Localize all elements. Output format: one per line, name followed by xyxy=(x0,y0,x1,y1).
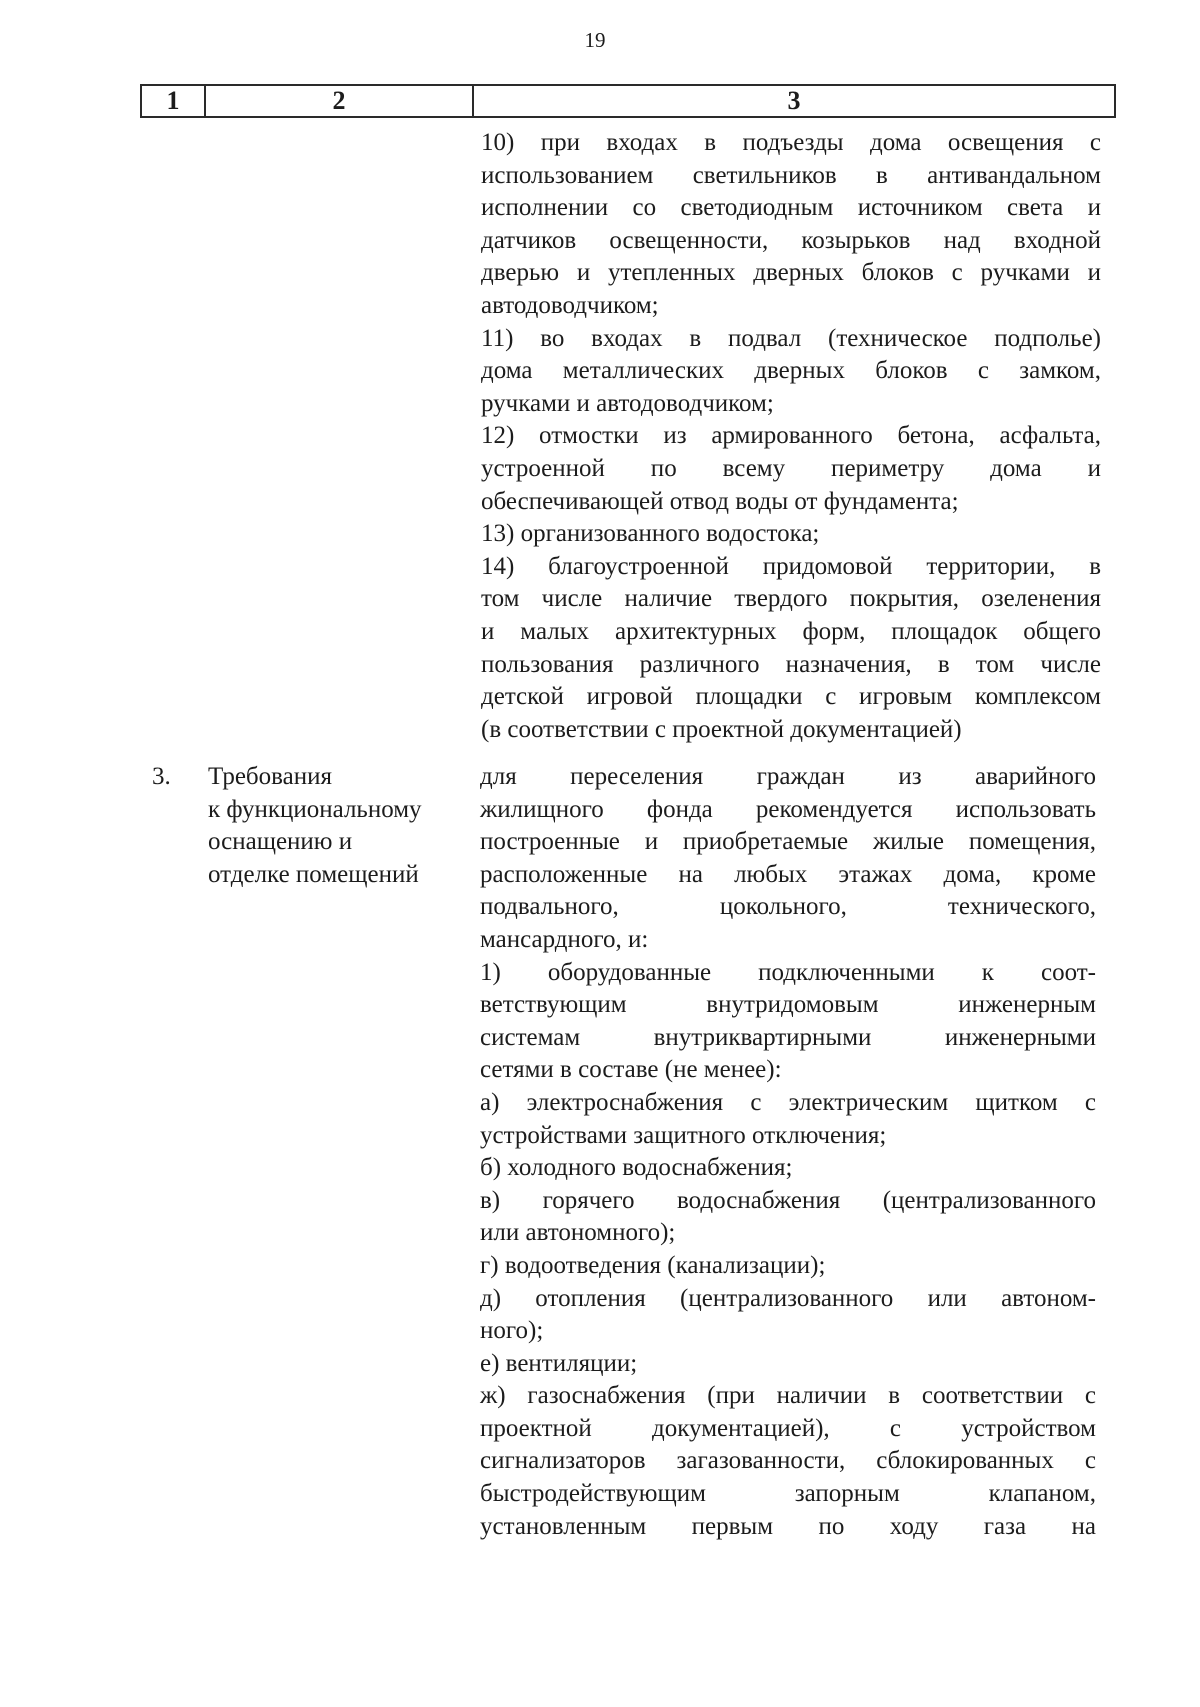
text-line: расположенные на любых этажах дома, кроме xyxy=(480,860,1096,888)
column-header-1: 1 xyxy=(142,86,206,116)
column-header-row xyxy=(140,84,1116,118)
text-line: сетями в составе (не менее): xyxy=(480,1056,782,1084)
text-line: устроенной по всему периметру дома и xyxy=(481,454,1101,482)
row-name-line: отделке помещений xyxy=(208,860,419,888)
text-line: г) водоотведения (канализации); xyxy=(480,1251,826,1279)
column-header-3: 3 xyxy=(787,86,801,115)
text-line: построенные и приобретаемые жилые помещения, xyxy=(480,828,1096,856)
row-requirement-name xyxy=(208,761,458,891)
text-line: б) холодного водоснабжения; xyxy=(480,1154,793,1182)
page-number: 19 xyxy=(584,28,606,52)
text-line: жилищного фонда рекомендуется использовать xyxy=(480,795,1096,823)
row-name-line: оснащению и xyxy=(208,828,353,856)
text-line: 12) отмостки из армированного бетона, асфальта, xyxy=(481,422,1101,450)
text-line: а) электроснабжения с электрическим щитком с xyxy=(480,1088,1096,1116)
text-line: ветствующим внутридомовым инженерным xyxy=(480,991,1096,1019)
text-line: ного); xyxy=(480,1317,544,1345)
row-requirement-text xyxy=(480,761,1096,1543)
text-line: е) вентиляции; xyxy=(480,1349,638,1377)
text-line: 11) во входах в подвал (техническое подполье) xyxy=(481,324,1101,352)
text-line: автодоводчиком; xyxy=(481,291,659,319)
row-name-line: Требования xyxy=(208,763,332,790)
text-line: мансардного, и: xyxy=(480,925,649,953)
text-line: устройствами защитного отключения; xyxy=(480,1121,887,1149)
row-name-line: к функциональному xyxy=(208,795,422,823)
column-header-2: 2 xyxy=(206,86,474,116)
text-line: проектной документацией), с устройством xyxy=(480,1414,1096,1442)
text-line: том числе наличие твердого покрытия, озеленения xyxy=(481,585,1101,613)
text-line: (в соответствии с проектной документацией) xyxy=(481,715,962,743)
text-line: быстродействующим запорным клапаном, xyxy=(480,1480,1096,1508)
text-line: системам внутриквартирными инженерными xyxy=(480,1023,1096,1051)
text-line: д) отопления (централизованного или автоном- xyxy=(480,1284,1096,1312)
text-line: сигнализаторов загазованности, сблокированных с xyxy=(480,1447,1096,1475)
text-line: пользования различного назначения, в том числе xyxy=(481,650,1101,678)
row-number: 3. xyxy=(152,763,171,790)
text-line: в) горячего водоснабжения (централизованного xyxy=(480,1186,1096,1214)
text-line: и малых архитектурных форм, площадок общего xyxy=(481,617,1101,645)
text-line: ж) газоснабжения (при наличии в соответствии с xyxy=(480,1382,1096,1410)
text-line: 13) организованного водостока; xyxy=(481,520,820,548)
text-line: дверью и утепленных дверных блоков с ручками и xyxy=(481,259,1101,287)
text-line: 10) при входах в подъезды дома освещения с xyxy=(481,129,1101,156)
text-line: подвального, цокольного, технического, xyxy=(480,893,1096,921)
text-line: использованием светильников в антивандальном xyxy=(481,161,1101,189)
text-line: детской игровой площадки с игровым комплексом xyxy=(481,683,1101,711)
text-line: дома металлических дверных блоков с замком, xyxy=(481,357,1101,385)
requirements-continued-text xyxy=(481,127,1101,746)
text-line: или автономного); xyxy=(480,1219,676,1247)
text-line: для переселения граждан из аварийного xyxy=(480,763,1096,790)
text-line: обеспечивающей отвод воды от фундамента; xyxy=(481,487,959,515)
text-line: 14) благоустроенной придомовой территории, в xyxy=(481,552,1101,580)
text-line: 1) оборудованные подключенными к соот- xyxy=(480,958,1096,986)
text-line: датчиков освещенности, козырьков над входной xyxy=(481,226,1101,254)
text-line: установленным первым по ходу газа на xyxy=(480,1512,1096,1540)
text-line: ручками и автодоводчиком; xyxy=(481,389,774,417)
text-line: исполнении со светодиодным источником света и xyxy=(481,194,1101,222)
